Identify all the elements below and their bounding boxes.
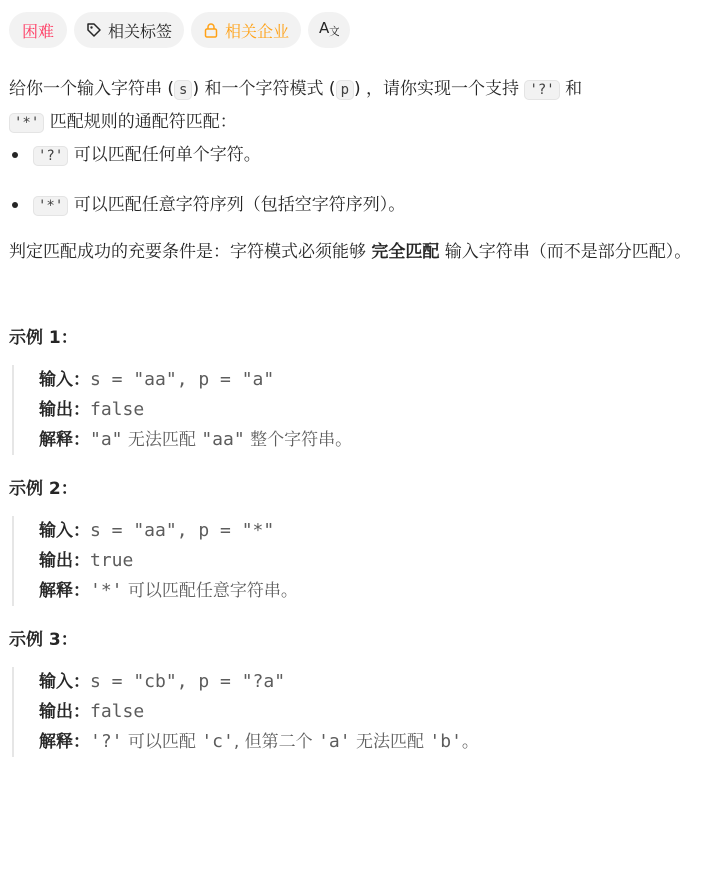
inline-code-p: p (336, 80, 354, 100)
translate-icon (319, 19, 339, 41)
example-block: 输入：s = "aa", p = "a" 输出：false 解释："a" 无法匹配 "aa" 整个字符串。 (12, 365, 709, 455)
translate-button[interactable] (308, 12, 350, 48)
example-title: 示例 3： (9, 630, 78, 650)
description-body (9, 70, 709, 757)
rule-item: '*' 可以匹配任意字符序列（包括空字符序列）。 (9, 189, 709, 222)
inline-code-question: '?' (524, 80, 559, 100)
related-tags-button[interactable] (74, 12, 184, 48)
example-3 (9, 628, 709, 757)
example-title: 示例 1： (9, 328, 78, 348)
svg-text:A: A (319, 19, 330, 37)
lock-icon (203, 22, 219, 38)
tag-bar (9, 12, 350, 48)
related-companies-button[interactable] (191, 12, 301, 48)
related-companies-label: 相关企业 (225, 21, 290, 41)
example-block: 输入：s = "cb", p = "?a" 输出：false 解释：'?' 可以匹配 'c', 但第二个 'a' 无法匹配 'b'。 (12, 667, 709, 757)
rule-item: '?' 可以匹配任何单个字符。 (9, 139, 709, 172)
rules-list (9, 139, 709, 222)
tag-icon (86, 22, 102, 38)
difficulty-label: 困难 (22, 21, 55, 41)
difficulty-badge (9, 12, 67, 48)
related-tags-label: 相关标签 (108, 21, 173, 41)
inline-code-s: s (174, 80, 192, 100)
example-block: 输入：s = "aa", p = "*" 输出：true 解释：'*' 可以匹配任意字符串。 (12, 516, 709, 606)
condition-paragraph: 判定匹配成功的充要条件是：字符模式必须能够 完全匹配 输入字符串（而不是部分匹配）。 (9, 242, 692, 262)
example-title: 示例 2： (9, 479, 78, 499)
example-1 (9, 326, 709, 455)
inline-code-star: '*' (9, 113, 44, 133)
intro-paragraph: 给你一个输入字符串 ( s ) 和一个字符模式 ( p ) ，请你实现一个支持 '?' 和 '*' 匹配规则的通配符匹配： (9, 79, 583, 132)
example-2 (9, 477, 709, 606)
svg-text:文: 文 (329, 25, 340, 37)
